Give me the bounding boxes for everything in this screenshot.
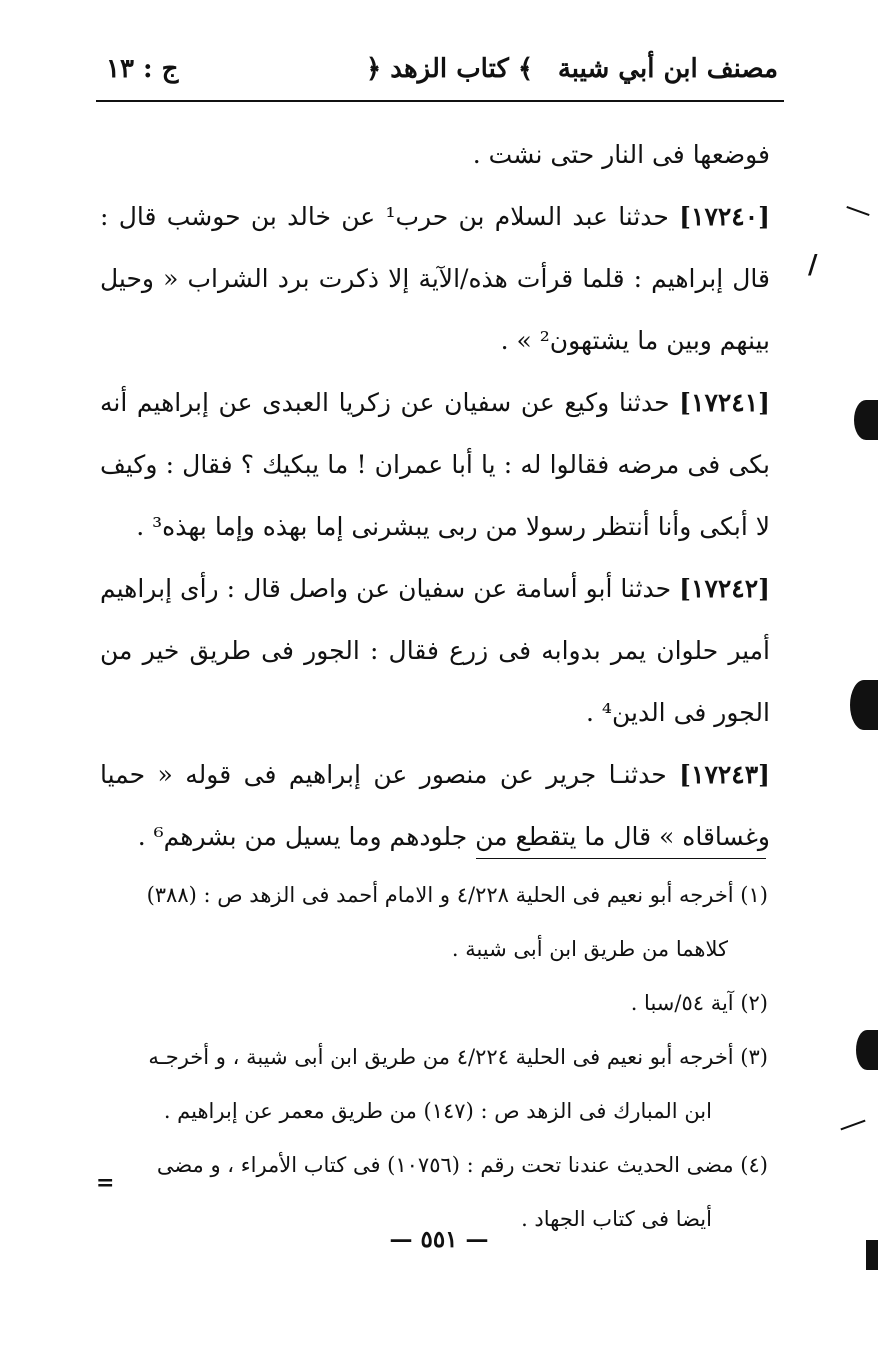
header-book-title: ﴿ كتاب الزهد ﴾ [366, 54, 534, 84]
main-text [100, 124, 770, 868]
hadith-paragraph [100, 186, 770, 372]
hadith-text: حدثنا عبد السلام بن حرب¹ عن خالد بن حوشب قال : قال إبراهيم : قلما قرأت هذه/الآية إلا ذكرت برد الشراب « وحيل بينهم وبين ما يشتهون² » . [100, 202, 770, 355]
hadith-text: حدثنا وكيع عن سفيان عن زكريا العبدى عن إبراهيم أنه بكى فى مرضه فقالوا له : يا أبا عمران ! ما يبكيك ؟ فقال : وكيف لا أبكى وأنا أنتظر رسولا من ربى يبشرنى إما بهذه وإما بهذه³ . [100, 388, 770, 541]
page-number: — ٥٥١ — [389, 1226, 489, 1253]
scan-blot [846, 206, 869, 216]
text-paragraph: فوضعها فى النار حتى نشت . [472, 140, 770, 169]
scan-blot [850, 680, 878, 730]
scan-blot [840, 1120, 865, 1131]
hadith-number: [١٧٢٤٢] [679, 574, 770, 603]
scan-blot [854, 400, 878, 440]
footnote-divider [476, 858, 766, 859]
hadith-text: حدثنا أبو أسامة عن سفيان عن واصل قال : رأى إبراهيم أمير حلوان يمر بدوابه فى زرع فقال : الجور فى طريق خير من الجور فى الدين⁴ . [100, 574, 770, 727]
footnote-continuation: كلاهما من طريق ابن أبى شيبة . [451, 937, 728, 961]
footnote: (٢) آية ٥٤/سبا . [630, 991, 768, 1015]
header-volume: ج : ١٣ [106, 54, 179, 84]
hadith-paragraph [100, 744, 770, 868]
hadith-paragraph [100, 558, 770, 744]
footnote: (٣) أخرجه أبو نعيم فى الحلية ٤/٢٢٤ من طريق ابن أبى شيبة ، و أخرجـه [148, 1045, 768, 1069]
hadith-text: حدثنـا جرير عن منصور عن إبراهيم فى قوله « حميا وغساقاه » قال ما يتقطع من جلودهم وما يسيل من بشرهم⁶ . [100, 760, 770, 851]
page-header [96, 48, 784, 102]
margin-page-mark: / [808, 250, 818, 280]
footnote: (١) أخرجه أبو نعيم فى الحلية ٤/٢٢٨ و الامام أحمد فى الزهد ص : (٣٨٨) [146, 883, 768, 907]
hadith-number: [١٧٢٤٣] [679, 760, 770, 789]
hadith-paragraph [100, 372, 770, 558]
footnote: (٤) مضى الحديث عندنا تحت رقم : (١٠٧٥٦) فى كتاب الأمراء ، و مضى [156, 1153, 768, 1177]
footnote-continuation: أيضا فى كتاب الجهاد . [521, 1207, 712, 1231]
footnote-continuation: ابن المبارك فى الزهد ص : (١٤٧) من طريق معمر عن إبراهيم . [163, 1099, 712, 1123]
continued-mark: = [96, 1170, 115, 1196]
hadith-number: [١٧٢٤١] [679, 388, 770, 417]
footnotes [96, 868, 768, 1246]
scan-blot [856, 1030, 878, 1070]
scan-blot [866, 1240, 878, 1270]
hadith-number: [١٧٢٤٠] [679, 202, 770, 231]
header-title: مصنف ابن أبي شيبة [557, 54, 778, 84]
